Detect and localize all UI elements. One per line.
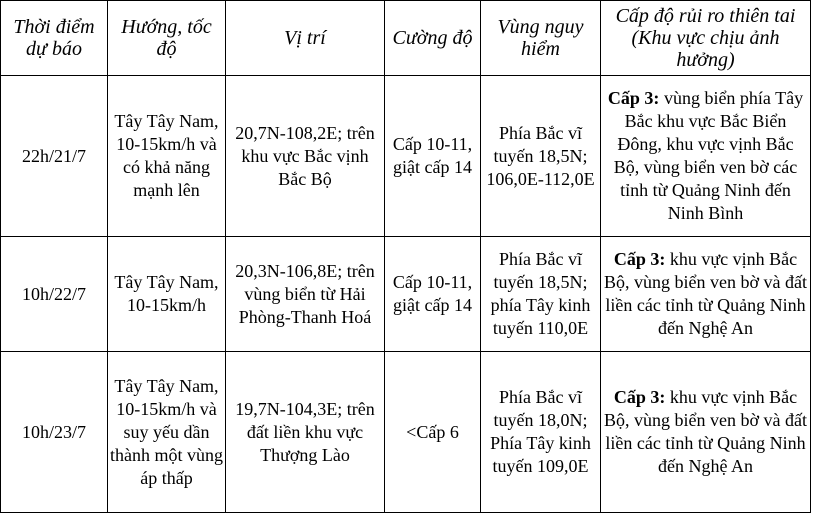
risk-area-text: vùng biển phía Tây Bắc khu vực Bắc Biển Đông, khu vực vịnh Bắc Bộ, vùng biển ven bờ các tỉnh từ Quảng Ninh đến Ninh Bình <box>613 88 804 223</box>
cell-time: 10h/22/7 <box>1 237 108 352</box>
header-risk-level: Cấp độ rủi ro thiên tai (Khu vực chịu ảnh hưởng) <box>601 1 811 76</box>
cell-risk <box>601 237 811 352</box>
risk-level-label: Cấp 3: <box>613 249 666 269</box>
cell-intensity: <Cấp 6 <box>385 352 481 513</box>
cell-danger-zone: Phía Bắc vĩ tuyến 18,5N; 106,0E-112,0E <box>481 76 601 237</box>
table-row <box>1 76 811 237</box>
risk-level-label: Cấp 3: <box>607 88 660 108</box>
cell-risk <box>601 76 811 237</box>
cell-position: 20,7N-108,2E; trên khu vực Bắc vịnh Bắc Bộ <box>226 76 385 237</box>
cell-time: 22h/21/7 <box>1 76 108 237</box>
header-direction: Hướng, tốc độ <box>108 1 226 76</box>
cell-danger-zone: Phía Bắc vĩ tuyến 18,5N; phía Tây kinh tuyến 110,0E <box>481 237 601 352</box>
risk-area-text: khu vực vịnh Bắc Bộ, vùng biển ven bờ và đất liền các tỉnh từ Quảng Ninh đến Nghệ An <box>604 249 807 338</box>
cell-danger-zone: Phía Bắc vĩ tuyến 18,0N; Phía Tây kinh tuyến 109,0E <box>481 352 601 513</box>
header-intensity: Cường độ <box>385 1 481 76</box>
cell-direction: Tây Tây Nam, 10-15km/h và suy yếu dần thành một vùng áp thấp <box>108 352 226 513</box>
cell-direction: Tây Tây Nam, 10-15km/h và có khả năng mạnh lên <box>108 76 226 237</box>
cell-risk <box>601 352 811 513</box>
cell-position: 20,3N-106,8E; trên vùng biển từ Hải Phòng-Thanh Hoá <box>226 237 385 352</box>
cell-intensity: Cấp 10-11, giật cấp 14 <box>385 76 481 237</box>
table-row <box>1 237 811 352</box>
cell-time: 10h/23/7 <box>1 352 108 513</box>
header-row <box>1 1 811 76</box>
header-position: Vị trí <box>226 1 385 76</box>
cell-direction: Tây Tây Nam, 10-15km/h <box>108 237 226 352</box>
header-danger-zone: Vùng nguy hiểm <box>481 1 601 76</box>
cell-intensity: Cấp 10-11, giật cấp 14 <box>385 237 481 352</box>
risk-area-text: khu vực vịnh Bắc Bộ, vùng biển ven bờ và đất liền các tỉnh từ Quảng Ninh đến Nghệ An <box>604 387 807 476</box>
table-row <box>1 352 811 513</box>
cell-position: 19,7N-104,3E; trên đất liền khu vực Thượng Lào <box>226 352 385 513</box>
risk-level-label: Cấp 3: <box>613 387 666 407</box>
header-time: Thời điểm dự báo <box>1 1 108 76</box>
